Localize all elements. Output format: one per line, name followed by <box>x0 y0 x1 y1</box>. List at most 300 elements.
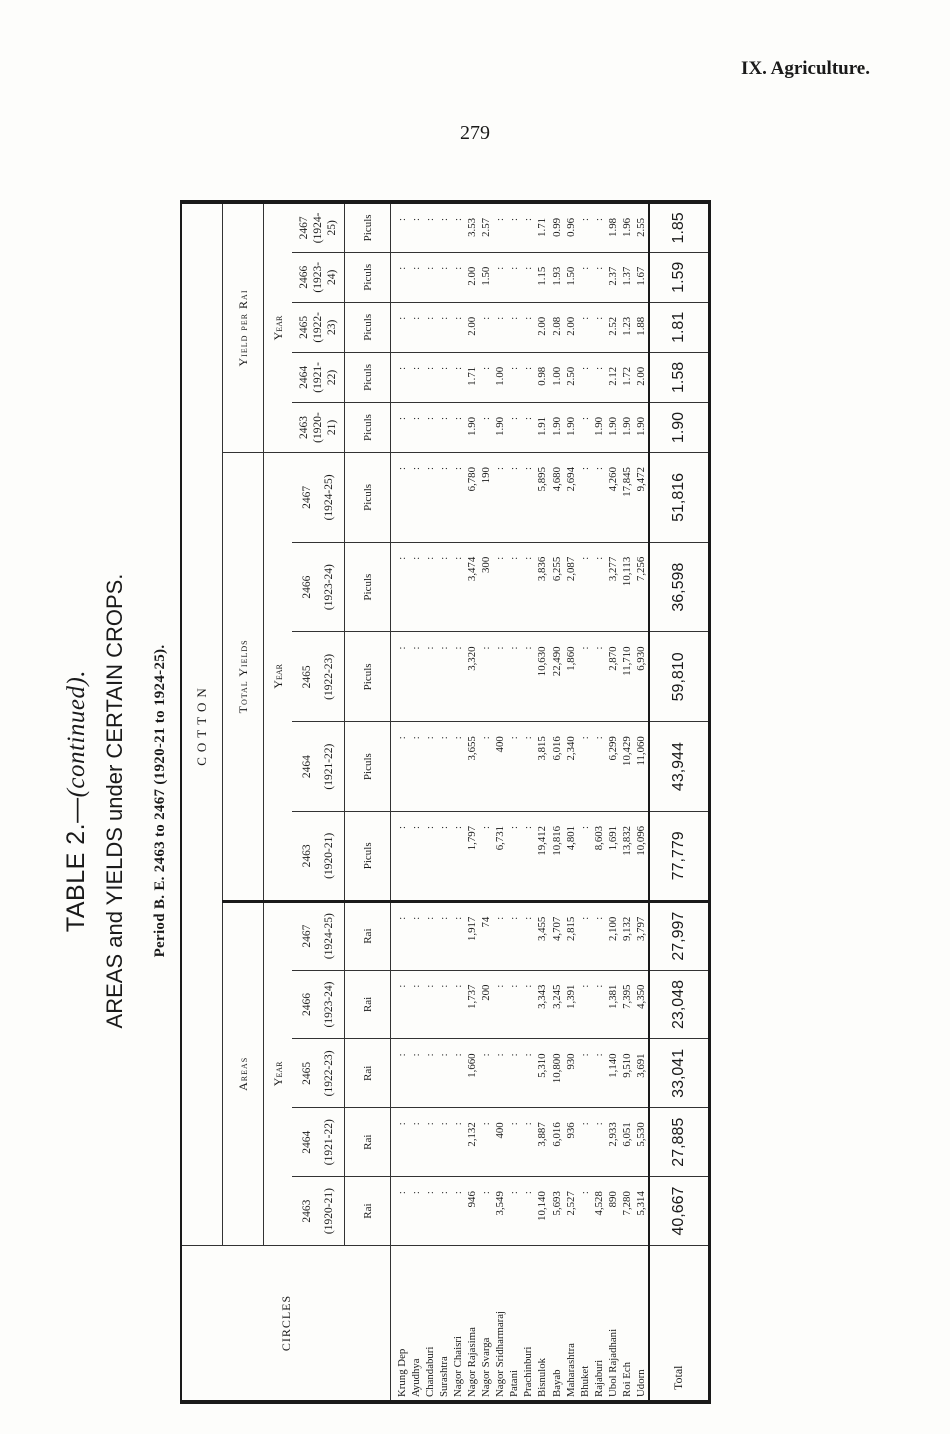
table-cell: : <box>424 556 437 560</box>
table-cell: 3,836 <box>536 556 549 582</box>
table-cell: 3,691 <box>634 1053 647 1078</box>
table-cell: : <box>578 1122 591 1126</box>
table-cell: 6,780 <box>466 467 479 492</box>
table-cell: 5,530 <box>634 1122 647 1147</box>
table-cell: : <box>522 825 535 829</box>
table-cell: : <box>592 366 605 370</box>
table-cell: : <box>410 467 423 471</box>
table-cell: : <box>592 266 605 270</box>
table-cell: : <box>396 1122 408 1126</box>
table-cell: 2.12 <box>606 366 619 386</box>
table-cell: : <box>410 316 423 320</box>
year-be: 2467 <box>301 924 313 948</box>
table-cell: : <box>438 366 451 370</box>
table-cell: 9,132 <box>620 916 633 941</box>
table-cell: : <box>494 218 507 221</box>
table-cell: : <box>578 416 591 420</box>
table-cell: : <box>522 646 535 650</box>
table-title-continued: (continued). <box>63 669 90 798</box>
table-cell: 2,694 <box>564 467 577 492</box>
per-rai-col-2463 <box>391 402 649 452</box>
per-rai-year-2463 <box>292 402 345 452</box>
table-cell: : <box>578 1191 591 1195</box>
table-cell: : <box>494 1053 507 1057</box>
table-cell: : <box>410 916 423 920</box>
table-cell: : <box>522 916 535 920</box>
table-cell: : <box>578 916 591 920</box>
total-yield-2463: 77,779 <box>649 811 710 901</box>
table-cell: : <box>438 316 451 320</box>
table-cell: 74 <box>480 916 493 928</box>
year-ce: (1923-24) <box>323 564 335 611</box>
table-cell: 4,528 <box>592 1191 605 1216</box>
table-cell: 1.50 <box>480 266 493 286</box>
table-cell: 2,132 <box>466 1122 479 1147</box>
circle-name: Bisnulok <box>536 1358 549 1397</box>
table-cell: 4,801 <box>564 825 577 851</box>
table-cell: : <box>452 416 465 420</box>
table-cell: 0.96 <box>564 218 577 237</box>
rotated-table-block <box>62 190 832 1412</box>
table-cell: : <box>508 366 521 370</box>
total-area-2467: 27,997 <box>649 901 710 970</box>
table-cell: : <box>592 556 605 560</box>
year-ce-part1: (1920- <box>312 412 324 443</box>
table-cell: : <box>438 646 451 650</box>
table-cell: : <box>508 266 521 270</box>
table-cell: 3,277 <box>606 556 619 582</box>
table-cell: 1,140 <box>606 1053 619 1078</box>
table-cell: 17,845 <box>620 467 633 497</box>
table-cell: 2.37 <box>606 266 619 286</box>
unit-yield: Piculs <box>345 252 391 302</box>
yields-year-2467 <box>292 453 345 543</box>
table-cell: : <box>410 736 423 740</box>
unit-yield: Piculs <box>345 302 391 352</box>
year-ce: (1924-25) <box>323 913 335 960</box>
unit-area: Rai <box>345 901 391 970</box>
year-be: 2465 <box>301 1061 313 1085</box>
table-cell: : <box>410 218 423 221</box>
table-cell: 6,255 <box>550 556 563 582</box>
total-area-2464: 27,885 <box>649 1108 710 1177</box>
table-cell: : <box>578 984 591 988</box>
table-cell: : <box>424 266 437 270</box>
table-cell: : <box>452 316 465 320</box>
table-cell: : <box>578 467 591 471</box>
table-cell: : <box>410 1053 423 1057</box>
year-ce-part2: 21) <box>326 419 338 436</box>
table-cell: : <box>438 1191 451 1195</box>
table-cell: 200 <box>480 984 493 1001</box>
table-cell: : <box>508 984 521 988</box>
unit-area: Rai <box>345 1177 391 1246</box>
year-be: 2467 <box>301 485 313 509</box>
year-be: 2463 <box>301 1199 313 1223</box>
year-ce-part1: (1921- <box>312 362 324 393</box>
year-gap <box>314 1111 322 1173</box>
year-be: 2466 <box>298 265 310 289</box>
table-cell: : <box>438 825 451 829</box>
table-cell: 1.50 <box>564 266 577 286</box>
circle-name: Maharashtra <box>564 1343 577 1397</box>
per-rai-col-2467 <box>391 202 649 252</box>
table-title <box>62 190 91 1412</box>
table-cell: : <box>410 556 423 560</box>
table-cell: 4,680 <box>550 467 563 492</box>
table-cell: : <box>522 1053 535 1057</box>
table-cell: 5,314 <box>634 1191 647 1216</box>
table-cell: 2,815 <box>564 916 577 941</box>
year-be: 2465 <box>301 665 313 689</box>
circle-name: Surashtra <box>438 1356 451 1397</box>
table-cell: 1.93 <box>550 266 563 286</box>
table-cell: 9,510 <box>620 1053 633 1078</box>
table-cell: 1.72 <box>620 366 633 386</box>
year-ce: (1922-23) <box>323 653 335 700</box>
table-cell: : <box>438 218 451 221</box>
year-ce: (1920-21) <box>323 832 335 879</box>
table-cell: : <box>438 736 451 740</box>
yields-col-2467 <box>391 453 649 543</box>
per-rai-col-2465 <box>391 302 649 352</box>
table-cell: : <box>452 266 465 270</box>
table-cell: 2.00 <box>634 366 647 386</box>
per-rai-year-2464 <box>292 352 345 402</box>
circle-name: Rajaburi <box>592 1359 605 1397</box>
table-cell: : <box>480 646 493 650</box>
table-cell: : <box>480 1053 493 1057</box>
table-cell: 1.90 <box>550 416 563 436</box>
per-rai-col-2466 <box>391 252 649 302</box>
table-cell: : <box>480 736 493 740</box>
table-cell: : <box>452 467 465 471</box>
table-cell: 1.37 <box>620 266 633 286</box>
year-ce-part2: 23) <box>326 319 338 336</box>
table-cell: 1.96 <box>620 218 633 237</box>
table-cell: : <box>410 1191 423 1195</box>
table-cell: : <box>424 1053 437 1057</box>
circle-name: Krung Dep <box>396 1348 408 1397</box>
table-cell: : <box>508 1122 521 1126</box>
table-cell: : <box>522 1191 535 1195</box>
table-cell: : <box>438 416 451 420</box>
cotton-table <box>180 200 711 1404</box>
table-cell: 1.90 <box>620 416 633 436</box>
table-cell: : <box>494 316 507 320</box>
table-cell: : <box>578 316 591 320</box>
table-cell: 3.53 <box>466 218 479 237</box>
table-cell: 4,350 <box>634 984 647 1009</box>
table-cell: : <box>438 1122 451 1126</box>
table-cell: 2.00 <box>536 316 549 336</box>
table-cell: : <box>424 916 437 920</box>
table-cell: 2.57 <box>480 218 493 237</box>
total-yield-2466: 36,598 <box>649 542 710 632</box>
page-header: IX. Agriculture. <box>741 58 870 79</box>
table-cell: : <box>522 218 535 221</box>
circles-header: CIRCLES <box>181 1246 391 1403</box>
total-area-2463: 40,667 <box>649 1177 710 1246</box>
table-cell: : <box>522 266 535 270</box>
table-cell: 10,429 <box>620 736 633 766</box>
data-body-row <box>391 202 649 1402</box>
year-be: 2467 <box>298 216 310 240</box>
circle-name: Bhuket <box>578 1365 591 1397</box>
table-cell: : <box>452 556 465 560</box>
table-cell: : <box>424 467 437 471</box>
table-cell: : <box>438 984 451 988</box>
table-cell: 2.00 <box>466 316 479 336</box>
table-cell: 190 <box>480 467 493 484</box>
table-cell: : <box>438 467 451 471</box>
table-cell: 10,113 <box>620 556 633 587</box>
circle-name: Chandaburi <box>424 1346 437 1397</box>
table-cell: 1.91 <box>536 416 549 436</box>
table-cell: : <box>494 646 507 650</box>
table-cell: 3,474 <box>466 556 479 582</box>
total-yield-2467: 51,816 <box>649 453 710 543</box>
table-cell: 946 <box>466 1191 479 1208</box>
year-gap <box>314 725 322 808</box>
table-cell: 3,815 <box>536 736 549 761</box>
table-cell: : <box>508 556 521 560</box>
table-cell: : <box>410 366 423 370</box>
table-cell: : <box>494 556 507 560</box>
table-cell: 7,395 <box>620 984 633 1009</box>
year-ce: (1921-22) <box>323 743 335 790</box>
table-cell: 2,870 <box>606 646 619 671</box>
year-gap <box>314 456 322 539</box>
areas-col-2465 <box>391 1039 649 1108</box>
year-be: 2464 <box>301 1130 313 1154</box>
table-cell: 3,655 <box>466 736 479 761</box>
table-cell: 3,343 <box>536 984 549 1009</box>
table-cell: : <box>508 1191 521 1195</box>
table-cell: : <box>480 1122 493 1126</box>
table-cell: : <box>452 1053 465 1057</box>
table-cell: : <box>592 467 605 471</box>
total-yield-2465: 59,810 <box>649 632 710 722</box>
table-cell: : <box>410 416 423 420</box>
table-cell: 0.99 <box>550 218 563 237</box>
table-cell: : <box>494 266 507 270</box>
table-cell: 1.67 <box>634 266 647 286</box>
table-cell: : <box>424 218 437 221</box>
table-cell: : <box>522 366 535 370</box>
table-cell: 6,299 <box>606 736 619 761</box>
table-cell: : <box>452 1122 465 1126</box>
table-cell: : <box>522 984 535 988</box>
total-per-rai-2463: 1.90 <box>649 402 710 452</box>
year-ce: (1924-25) <box>323 474 335 521</box>
yields-year-2465 <box>292 632 345 722</box>
year-gap <box>314 974 322 1036</box>
table-cell: : <box>578 825 591 829</box>
table-cell: : <box>578 366 591 370</box>
unit-yield: Piculs <box>345 202 391 252</box>
table-cell: 1.23 <box>620 316 633 336</box>
table-cell: 3,320 <box>466 646 479 671</box>
table-cell: : <box>452 916 465 920</box>
year-gap <box>314 546 322 629</box>
table-cell: 7,280 <box>620 1191 633 1216</box>
unit-yield: Piculs <box>345 811 391 901</box>
table-cell: 1,860 <box>564 646 577 671</box>
table-cell: 930 <box>564 1053 577 1070</box>
table-cell: 1.90 <box>564 416 577 436</box>
table-cell: : <box>396 316 408 320</box>
table-cell: : <box>438 1053 451 1057</box>
year-gap <box>314 815 322 897</box>
table-cell: 3,887 <box>536 1122 549 1147</box>
table-cell: : <box>578 556 591 560</box>
crop-header: COTTON <box>181 202 223 1246</box>
per-rai-col-2464 <box>391 352 649 402</box>
table-cell: : <box>396 366 408 370</box>
table-cell: 10,630 <box>536 646 549 677</box>
areas-year-2464 <box>292 1108 345 1177</box>
table-cell: 3,455 <box>536 916 549 941</box>
table-cell: 9,472 <box>634 467 647 492</box>
total-row <box>649 202 710 1402</box>
circle-name: Bayab <box>550 1369 563 1397</box>
total-area-2466: 23,048 <box>649 970 710 1039</box>
table-cell: : <box>396 825 408 829</box>
table-cell: : <box>410 984 423 988</box>
areas-year-header: Year <box>264 901 293 1245</box>
circle-name: Ayudhya <box>410 1358 423 1397</box>
table-cell: : <box>480 825 493 829</box>
total-yield-2464: 43,944 <box>649 722 710 812</box>
year-be: 2466 <box>301 993 313 1016</box>
table-cell: 11,710 <box>620 646 633 676</box>
areas-year-2467 <box>292 901 345 970</box>
year-ce-part1: (1924- <box>312 212 324 244</box>
unit-area: Rai <box>345 970 391 1039</box>
year-ce-part2: 22) <box>326 369 338 386</box>
table-cell: : <box>396 556 408 560</box>
table-cell: : <box>480 366 493 370</box>
period-line: Period B. E. 2463 to 2467 (1920-21 to 1924-25). <box>152 644 168 958</box>
table-cell: 1.90 <box>606 416 619 436</box>
table-cell: 400 <box>494 736 507 753</box>
table-cell: : <box>396 218 408 221</box>
table-cell: 1.15 <box>536 266 549 286</box>
table-cell: : <box>480 416 493 420</box>
table-cell: 13,832 <box>620 825 633 856</box>
table-cell: : <box>452 218 465 221</box>
areas-col-2467 <box>391 901 649 970</box>
year-be: 2464 <box>298 365 310 389</box>
table-cell: : <box>396 1191 408 1195</box>
table-cell: 2.00 <box>564 316 577 336</box>
table-cell: : <box>410 1122 423 1126</box>
table-cell: : <box>508 1053 521 1057</box>
table-cell: : <box>396 467 408 471</box>
table-cell: 300 <box>480 556 493 573</box>
total-area-2465: 33,041 <box>649 1039 710 1108</box>
areas-year-2463 <box>292 1177 345 1246</box>
table-cell: 6,051 <box>620 1122 633 1147</box>
total-per-rai-2467: 1.85 <box>649 202 710 252</box>
table-cell: 1.90 <box>634 416 647 436</box>
table-cell: 10,140 <box>536 1191 549 1221</box>
table-cell: 2.00 <box>466 266 479 286</box>
table-cell: : <box>396 736 408 740</box>
table-cell: : <box>438 916 451 920</box>
table-cell: 1,381 <box>606 984 619 1009</box>
table-cell: : <box>410 266 423 270</box>
table-cell: 1.00 <box>550 366 563 386</box>
table-cell: 4,707 <box>550 916 563 941</box>
table-cell: 8,603 <box>592 825 605 851</box>
table-cell: 2.52 <box>606 316 619 336</box>
table-cell: : <box>522 1122 535 1126</box>
year-be: 2463 <box>301 844 313 868</box>
table-cell: : <box>508 316 521 320</box>
table-cell: 19,412 <box>536 825 549 856</box>
unit-yield: Piculs <box>345 453 391 543</box>
table-cell: 1.71 <box>466 366 479 386</box>
table-cell: : <box>480 1191 493 1195</box>
yields-year-2466 <box>292 542 345 632</box>
areas-col-2464 <box>391 1108 649 1177</box>
table-cell: : <box>578 218 591 221</box>
table-cell: : <box>494 916 507 920</box>
table-cell: : <box>508 646 521 650</box>
circle-name: Prachinburi <box>522 1346 535 1397</box>
year-be: 2466 <box>301 575 313 599</box>
table-cell: : <box>508 467 521 471</box>
circle-name: Nagor Sridharmaraj <box>494 1310 507 1397</box>
year-ce: (1921-22) <box>323 1119 335 1166</box>
table-cell: : <box>592 316 605 320</box>
table-cell: : <box>452 736 465 740</box>
table-cell: : <box>508 416 521 420</box>
table-cell: : <box>494 467 507 471</box>
table-cell: : <box>494 984 507 988</box>
table-cell: : <box>396 266 408 270</box>
year-ce-part2: 24) <box>326 269 338 285</box>
yields-year-2463 <box>292 811 345 901</box>
year-header-row <box>292 202 345 1402</box>
table-cell: 1.98 <box>606 218 619 237</box>
table-cell: 400 <box>494 1122 507 1139</box>
table-cell: 6,016 <box>550 1122 563 1147</box>
table-cell: : <box>396 1053 408 1057</box>
table-cell: 4,260 <box>606 467 619 492</box>
table-cell: 6,930 <box>634 646 647 671</box>
table-cell: : <box>480 316 493 320</box>
year-gap <box>314 906 322 967</box>
table-cell: : <box>452 646 465 650</box>
table-cell: : <box>522 416 535 420</box>
year-ce-part1: (1922- <box>312 312 324 343</box>
table-cell: : <box>424 316 437 320</box>
circle-name: Nagor Svarga <box>480 1337 493 1397</box>
table-cell: 7,256 <box>634 556 647 582</box>
table-cell: : <box>424 736 437 740</box>
table-cell: : <box>508 736 521 740</box>
yields-year-header: Year <box>264 453 293 902</box>
table-cell: : <box>424 416 437 420</box>
table-cell: : <box>452 1191 465 1195</box>
table-cell: 10,800 <box>550 1053 563 1084</box>
table-cell: : <box>522 467 535 471</box>
total-per-rai-2465: 1.81 <box>649 302 710 352</box>
table-cell: : <box>508 916 521 920</box>
